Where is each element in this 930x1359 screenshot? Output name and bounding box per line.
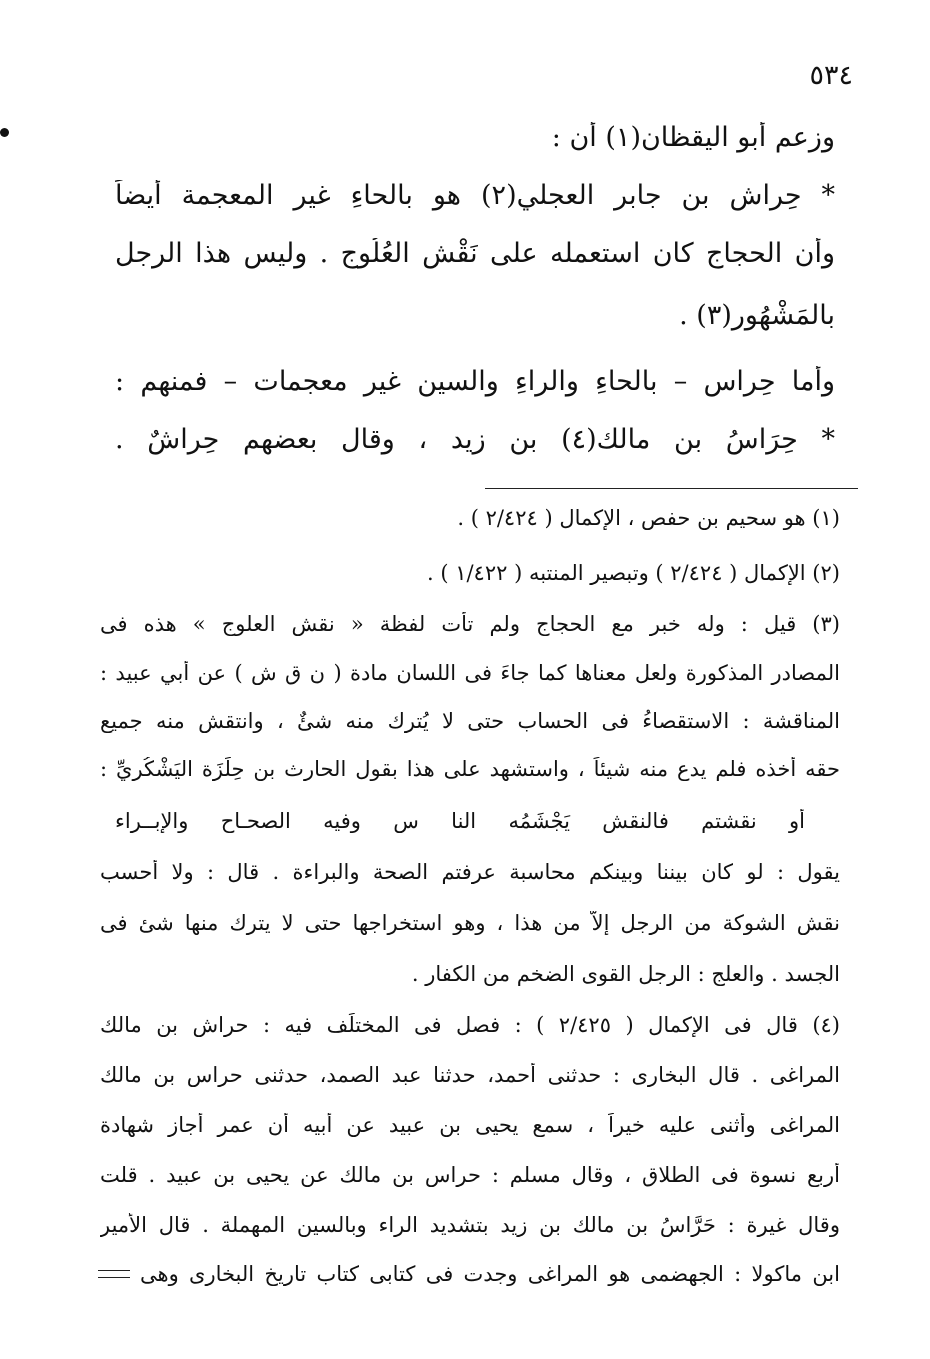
footnote-2: (٢) الإِكمال ( ٢/٤٢٤ ) وتبصير المنتبه ( ١/٤٢٢ ) . bbox=[426, 561, 840, 585]
footnote-1: (١) هو سحيم بن حفص ، الإِكمال ( ٢/٤٢٤ ) . bbox=[457, 506, 840, 530]
footnote-4-line-2: المراغى . قال البخارى : حدثنى أحمد، حدثنا عبد الصمد، حدثنى حراس بن مالك bbox=[100, 1063, 840, 1087]
footnote-3-line-1: (٣) قيل : وله خبر مع الحجاج ولم تأْت لفظة « نقش العلوج » هذه فى bbox=[100, 612, 840, 636]
footnote-3-line-6: نقش الشوكة من الرجل إِلاَّ من هذا ، وهو استخراجها حتى لا يترك منها شئ فى bbox=[100, 911, 840, 935]
main-text-line-5: وأَما حِراس – بالحاءِ والراءِ والسينِ غير معجمات – فمنهم : bbox=[115, 366, 835, 397]
footnote-3-line-2: المصادر المذكورة ولعل معناها كما جاءَ فى اللسان مادة ( ن ق ش ) عن أَبي عبيد : bbox=[100, 661, 840, 685]
footnote-separator bbox=[485, 488, 858, 489]
footnote-3-line-7: الجسد . والعلج : الرجل القوى الضخم من الكفار . bbox=[411, 962, 840, 986]
footnote-3-line-3: المناقشة : الاستقصاءُ فى الحساب حتى لا يُترك منه شئٌ ، وانتقش منه جميع bbox=[100, 709, 840, 733]
main-text-line-4: بالمَشْهُورِ(٣) . bbox=[679, 300, 835, 331]
main-text-line-3: وأَن الحجاج كان استعمله على نَقْشِ العُلُوجِ . وليس هذا الرجل bbox=[115, 238, 835, 269]
main-text-line-2: * حِراش بن جابر العجلي(٢) هو بالحاءِ غير المعجمة أَيضاً bbox=[115, 180, 835, 211]
footnote-4-line-4: أربع نسوة فى الطلاق ، وقال مسلم : حراس بن مالك عن يحيى بن عبيد . قلت bbox=[100, 1163, 840, 1187]
main-text-line-6: * حِرَاسُ بن مالك(٤) بن زيد ، وقال بعضهم حِراشٌ . bbox=[115, 424, 835, 455]
footnote-4-line-6: ابن ماكولا : الجهضمى هو المراغى وجدت فى كتابى كتاب تاريخ البخارى وهى bbox=[140, 1262, 840, 1286]
footnote-3-line-5: يقول : لو كان بيننا وبينكم محاسبة عرفتم الصحة والبراءة . قال : ولا أَحسب bbox=[100, 860, 840, 884]
continuation-mark bbox=[98, 1270, 130, 1278]
poetry-verse: أَو نقشتم فالنقش يَجْشَمُه النا س وفيه الصحـاح والإِبــراء bbox=[115, 809, 805, 833]
footnote-4-line-1: (٤) قال فى الإِكمال ( ٢/٤٢٥ ) : فصل فى المختلَف فيه : حراش بن مالك bbox=[100, 1013, 840, 1037]
page-number: ٥٣٤ bbox=[809, 60, 853, 91]
margin-mark bbox=[0, 128, 9, 137]
main-text-line-1: وزعم أَبو اليقظان(١) أَن : bbox=[551, 122, 835, 153]
footnote-4-line-3: المراغى وأثنى عليه خيراً ، سمع يحيى بن عبيد عن أبيه أن عمر أَجاز شهادة bbox=[100, 1113, 840, 1137]
footnote-4-line-5: وقال غيرة : حَرَّاسُ بن مالك بن زيد بتشديد الراء وبالسين المهملة . قال الأمير bbox=[100, 1213, 840, 1237]
footnote-3-line-4: حقه أَخذه فلم يدع منه شيئاً ، واستشهد على هذا بقول الحارث بن حِلِّزَة اليَشْكُرِيِّ : bbox=[100, 757, 840, 781]
